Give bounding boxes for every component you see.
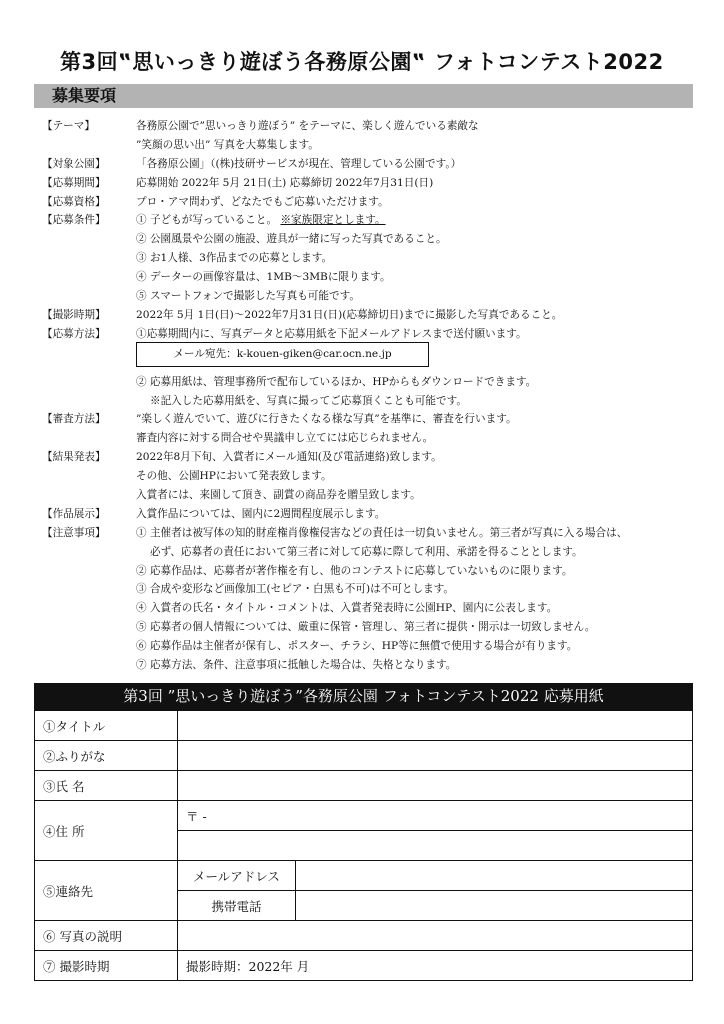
application-form: [34, 683, 693, 981]
guideline-text: 「各務原公園」（(株)技研サービスが現在、管理している公園です。）: [136, 157, 462, 170]
section-title: 募集要項: [52, 86, 117, 105]
form-heading: 第3回 ”思いっきり遊ぼう”各務原公園 フォトコンテスト2022 応募用紙: [34, 683, 693, 710]
form-row-name: [35, 771, 693, 801]
guideline-row: [0, 524, 724, 543]
guideline-text: ④ データーの画像容量は、1MB～3MBに限ります。: [136, 271, 391, 284]
guideline-row: [0, 599, 724, 618]
guideline-label: 【応募方法】: [42, 327, 106, 340]
title-label: ①タイトル: [35, 711, 178, 741]
guideline-text: 2022年 5月 1日(日)～2022年7月31日(日)(応募締切日)までに撮影した写真であること。: [136, 308, 563, 321]
guideline-label: 【審査方法】: [42, 413, 106, 426]
guideline-row: [0, 543, 724, 562]
guideline-text: ①応募期間内に、写真データと応募用紙を下記メールアドレスまで送付願います。: [136, 327, 527, 340]
guideline-label: 【応募資格】: [42, 195, 106, 208]
guideline-text: 2022年8月下旬、入賞者にメール通知(及び電話連絡)致します。: [136, 451, 442, 464]
guideline-row: [0, 467, 724, 486]
guideline-text: ⑥ 応募作品は主催者が保有し、ポスター、チラシ、HP等に無償で使用する場合が有ります。: [136, 640, 578, 653]
guideline-text: ① 主催者は被写体の知的財産権肖像権侵害などの責任は一切負いません。第三者が写真に入る場合は、: [136, 526, 628, 539]
guideline-row: [0, 486, 724, 505]
guideline-row: [0, 287, 724, 306]
section-header: [34, 84, 693, 108]
guideline-row: [0, 249, 724, 268]
guideline-text: ”笑顔の思い出” 写真を大募集します。: [136, 138, 319, 151]
family-limited-note: ※家族限定とします。: [280, 214, 386, 227]
guideline-label: 【応募期間】: [42, 176, 106, 189]
guideline-text: ”楽しく遊んでいて、遊びに行きたくなる様な写真”を基準に、審査を行います。: [136, 413, 517, 426]
guideline-row: [0, 117, 724, 136]
guideline-row: [0, 230, 724, 249]
furigana-label: ②ふりがな: [35, 741, 178, 771]
guideline-text: ① 子どもが写っていること。: [136, 214, 278, 227]
guideline-label: 【結果発表】: [42, 451, 106, 464]
form-row-furigana: [35, 741, 693, 771]
address-input[interactable]: [178, 831, 693, 861]
guideline-text: 必ず、応募者の責任において第三者に対して応募に際して利用、承諾を得ることとします。: [150, 545, 583, 558]
guideline-row: [0, 505, 724, 524]
shoot-period-input[interactable]: [178, 951, 693, 981]
guideline-row: [0, 193, 724, 212]
postal-code-input[interactable]: [178, 801, 693, 831]
guideline-text: 入賞作品については、園内に2週間程度展示します。: [136, 507, 386, 520]
guideline-text: ② 公園風景や公園の施設、遊具が一緒に写った写真であること。: [136, 233, 447, 246]
form-table: [34, 710, 693, 981]
guideline-text-group: [136, 211, 386, 230]
guideline-text: 各務原公園で”思いっきり遊ぼう” をテーマに、楽しく遊んでいる素敵な: [136, 120, 479, 132]
guideline-text: 応募開始 2022年 5月 21日(土) 応募締切 2022年7月31日(日): [136, 176, 434, 189]
furigana-input[interactable]: [178, 741, 693, 771]
guideline-row: [0, 155, 724, 174]
guideline-row: [0, 174, 724, 193]
guideline-text: ③ 合成や変形など画像加工(セピア・白黒も不可)は不可とします。: [136, 583, 455, 596]
page-title: 第3回‟思いっきり遊ぼう各務原公園‟ フォトコンテスト2022: [60, 50, 664, 74]
guideline-text: ⑤ スマートフォンで撮影した写真も可能です。: [136, 290, 360, 303]
guideline-text: 審査内容に対する問合せや異議申し立てには応じられません。: [136, 432, 434, 445]
guideline-text: ③ お1人様、3作品までの応募とします。: [136, 252, 333, 265]
guidelines-list: [0, 117, 724, 675]
guideline-row: [0, 373, 724, 392]
guideline-row: [0, 136, 724, 155]
email-input[interactable]: [296, 861, 693, 891]
guideline-text: ⑦ 応募方法、条件、注意事項に抵触した場合は、失格となります。: [136, 659, 457, 672]
photo-description-label: ⑥ 写真の説明: [35, 921, 178, 951]
form-row-photo-description: [35, 921, 693, 951]
guideline-text: その他、公園HPにおいて発表致します。: [136, 470, 332, 483]
email-address-box: メール宛先：k-kouen-giken@car.ocn.ne.jp: [136, 342, 429, 367]
guideline-row: [0, 637, 724, 656]
email-label: メールアドレス: [178, 861, 296, 891]
guideline-label: 【作品展示】: [42, 507, 106, 520]
shoot-period-value: 撮影時期：2022年 月: [186, 958, 310, 974]
guideline-text: プロ・アマ問わず、どなたでもご応募いただけます。: [136, 195, 389, 208]
guideline-label: 【テーマ】: [42, 120, 95, 132]
contact-label: ⑤連絡先: [35, 861, 178, 921]
guideline-row: [0, 448, 724, 467]
form-row-title: [35, 711, 693, 741]
mobile-input[interactable]: [296, 891, 693, 921]
guideline-row: [0, 656, 724, 675]
guideline-row: [0, 306, 724, 325]
name-label: ③氏 名: [35, 771, 178, 801]
guideline-text: 入賞者には、来園して頂き、副賞の商品券を贈呈致します。: [136, 489, 421, 502]
photo-description-input[interactable]: [178, 921, 693, 951]
guideline-row: [0, 618, 724, 637]
guideline-row: [0, 268, 724, 287]
guideline-row: [0, 429, 724, 448]
guideline-label: 【注意事項】: [42, 526, 106, 539]
guideline-label: 【撮影時期】: [42, 308, 106, 321]
guideline-row: [0, 211, 724, 230]
form-row-shoot-period: [35, 951, 693, 981]
name-input[interactable]: [178, 771, 693, 801]
guideline-row: [0, 410, 724, 429]
mobile-label: 携帯電話: [178, 891, 296, 921]
guideline-row: [0, 562, 724, 581]
guideline-text: ② 応募用紙は、管理事務所で配布しているほか、HPからもダウンロードできます。: [136, 375, 537, 388]
form-row-address-top: [35, 801, 693, 831]
guideline-text: ⑤ 応募者の個人情報については、厳重に保管・管理し、第三者に提供・開示は一切致しません。: [136, 621, 596, 634]
guideline-row: [0, 325, 724, 344]
form-row-email: [35, 861, 693, 891]
postal-mark: 〒 -: [186, 808, 207, 824]
guideline-label: 【応募条件】: [42, 214, 106, 227]
guideline-text: ④ 入賞者の氏名・タイトル・コメントは、入賞者発表時に公園HP、園内に公表します。: [136, 602, 558, 615]
address-label: ④住 所: [35, 801, 178, 861]
shoot-period-label: ⑦ 撮影時期: [35, 951, 178, 981]
guideline-text: ② 応募作品は、応募者が著作権を有し、他のコンテストに応募していないものに限ります。: [136, 564, 573, 577]
guideline-row: [0, 392, 724, 411]
guideline-text: ※記入した応募用紙を、写真に撮ってご応募頂くことも可能です。: [150, 394, 467, 407]
title-input[interactable]: [178, 711, 693, 741]
guideline-label: 【対象公園】: [42, 157, 106, 170]
guideline-row: [0, 580, 724, 599]
